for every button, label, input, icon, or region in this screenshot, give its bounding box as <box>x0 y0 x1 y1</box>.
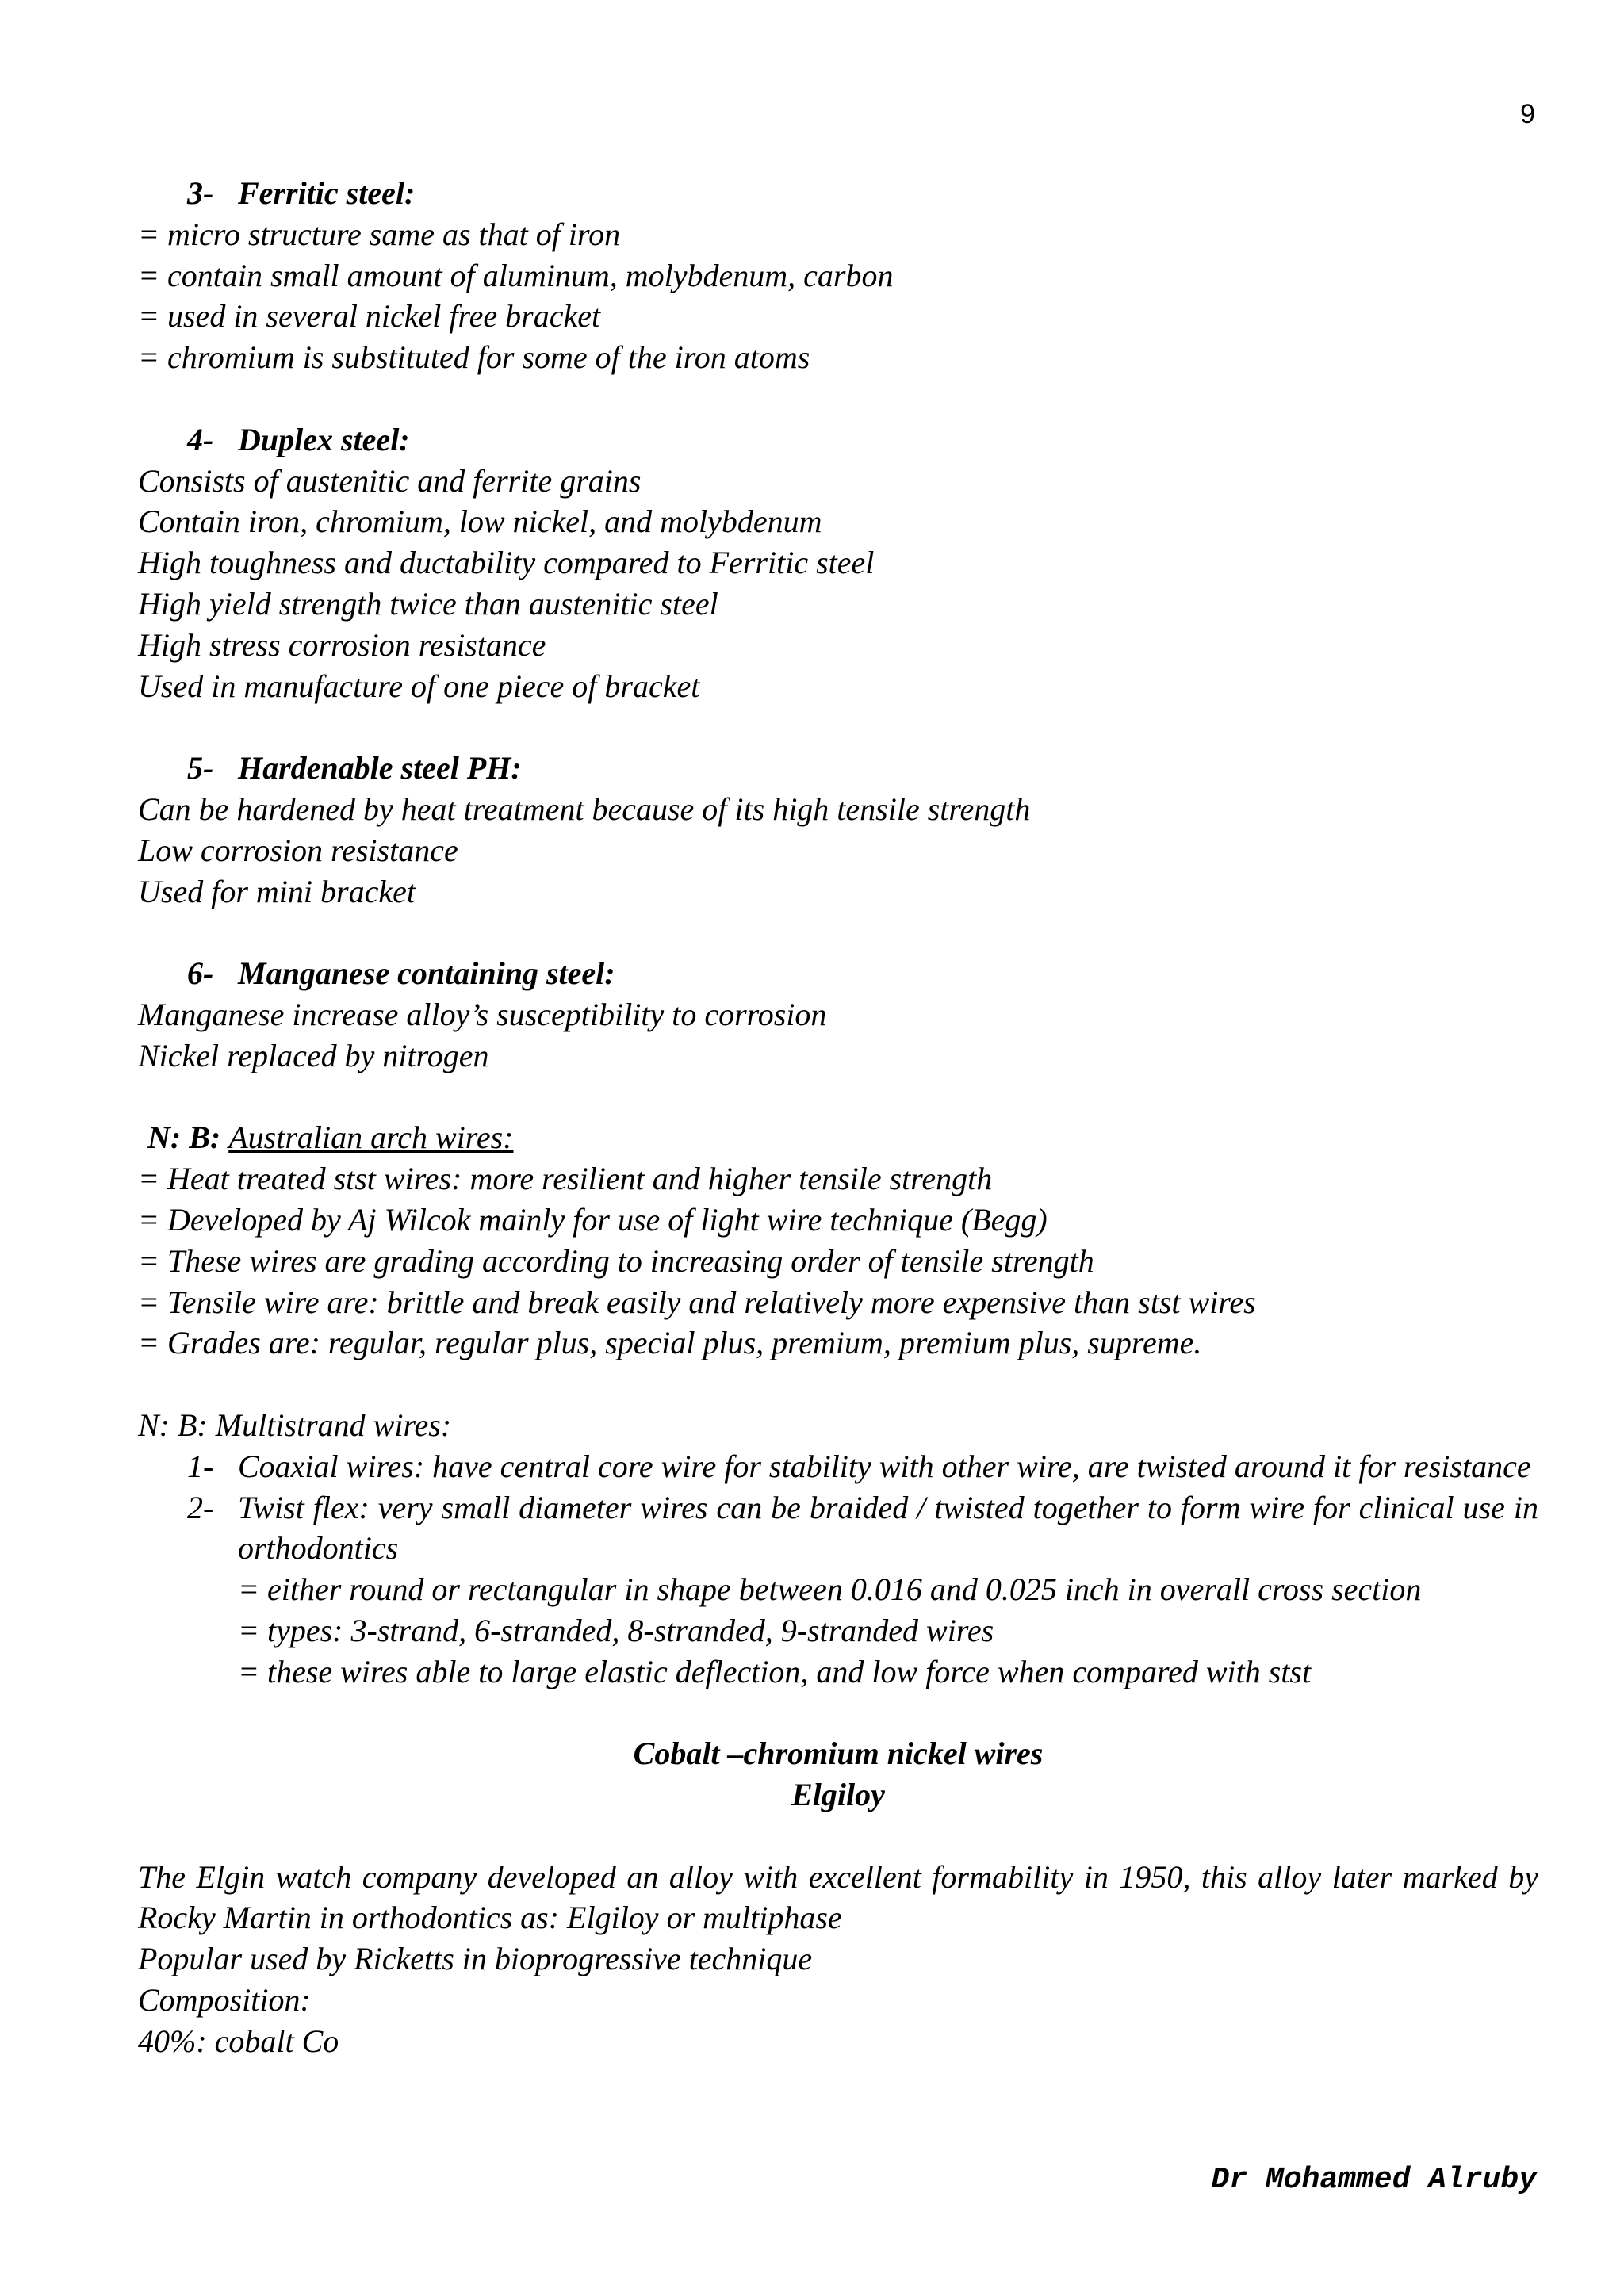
australian-line: = Grades are: regular, regular plus, special plus, premium, premium plus, supreme. <box>138 1325 1202 1361</box>
note-heading-australian: N: B: Australian arch wires: <box>147 1119 514 1156</box>
manganese-line: Manganese increase alloy’s susceptibility to corrosion <box>138 996 827 1032</box>
duplex-line: Consists of austenitic and ferrite grains <box>138 462 642 499</box>
multistrand-sub-line: = these wires able to large elastic deflection, and low force when compared with stst <box>238 1653 1312 1689</box>
cobalt-line: Composition: <box>138 1982 311 2019</box>
duplex-line: High stress corrosion resistance <box>138 626 546 663</box>
list-item: 2- Twist flex: very small diameter wires can be braided / twisted together to form wire for clinical use in orthodontics <box>187 1489 1538 1567</box>
page-number: 9 <box>1520 99 1535 129</box>
section-heading-manganese: 6- Manganese containing steel: <box>187 955 615 992</box>
duplex-line: Used in manufacture of one piece of bracket <box>138 668 700 704</box>
australian-line: = Heat treated stst wires: more resilient and higher tensile strength <box>138 1161 993 1197</box>
document-body <box>138 173 1538 2062</box>
section-heading-hardenable: 5- Hardenable steel PH: <box>187 750 522 786</box>
cobalt-line: 40%: cobalt Co <box>138 2022 339 2059</box>
hardenable-line: Used for mini bracket <box>138 873 416 909</box>
cobalt-paragraph: The Elgin watch company developed an alloy with excellent formability in 1950, this alloy later marked by Rocky Martin in orthodontics as: Elgiloy or multiphase <box>138 1858 1538 1936</box>
multistrand-sub-line: = either round or rectangular in shape between 0.016 and 0.025 inch in overall cross section <box>238 1571 1422 1608</box>
ferritic-line: = chromium is substituted for some of the iron atoms <box>138 339 810 376</box>
section-subtitle-elgiloy: Elgiloy <box>791 1777 885 1813</box>
list-item: 1- Coaxial wires: have central core wire for stability with other wire, are twisted around it for resistance <box>187 1448 1531 1484</box>
duplex-line: High toughness and ductability compared to Ferritic steel <box>138 545 875 581</box>
author-footer: Dr Mohammed Alruby <box>1211 2163 1537 2197</box>
manganese-line: Nickel replaced by nitrogen <box>138 1037 489 1073</box>
ferritic-line: = used in several nickel free bracket <box>138 298 601 335</box>
multistrand-sub-line: = types: 3-strand, 6-stranded, 8-stranded, 9-stranded wires <box>238 1612 994 1648</box>
australian-line: = Developed by Aj Wilcok mainly for use of light wire technique (Begg) <box>138 1201 1048 1238</box>
australian-line: = These wires are grading according to increasing order of tensile strength <box>138 1242 1094 1279</box>
australian-line: = Tensile wire are: brittle and break easily and relatively more expensive than stst wires <box>138 1284 1256 1320</box>
note-heading-multistrand: N: B: Multistrand wires: <box>138 1406 452 1443</box>
section-heading-duplex: 4- Duplex steel: <box>187 421 410 457</box>
hardenable-line: Can be hardened by heat treatment because of its high tensile strength <box>138 790 1031 827</box>
hardenable-line: Low corrosion resistance <box>138 832 458 868</box>
cobalt-line: Popular used by Ricketts in bioprogressive technique <box>138 1941 813 1977</box>
ferritic-line: = contain small amount of aluminum, molybdenum, carbon <box>138 257 894 293</box>
section-heading-ferritic: 3- Ferritic steel: <box>187 175 416 211</box>
ferritic-line: = micro structure same as that of iron <box>138 216 621 252</box>
section-title-cobalt: Cobalt –chromium nickel wires <box>633 1735 1044 1772</box>
duplex-line: High yield strength twice than austenitic steel <box>138 585 718 622</box>
duplex-line: Contain iron, chromium, low nickel, and molybdenum <box>138 503 822 540</box>
